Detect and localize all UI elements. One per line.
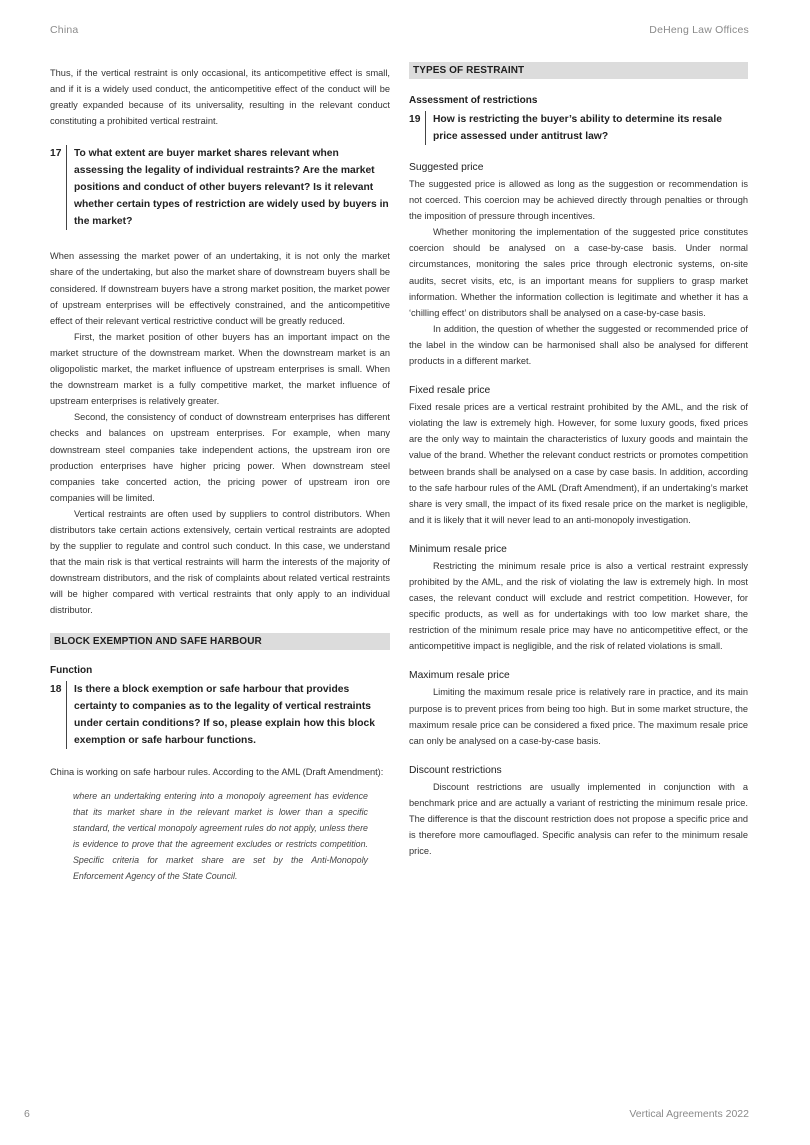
intro-paragraph: Thus, if the vertical restraint is only occasional, its anticompetitive effect is small, and if it is a widely used conduct, the anticompetitive effect of the conduct will be greatly expanded because of its universality, resulting in the relevant conduct constituting a prohibited vertical restraint. (50, 68, 390, 127)
question-text: Is there a block exemption or safe harbour that provides certainty to companies as to the legality of vertical restraints under certain conditions? If so, please explain how this block exemption or safe harbour functions. (66, 681, 390, 749)
block-quote: where an undertaking entering into a monopoly agreement has evidence that its market share in the relevant market is lower than a specific standard, the vertical monopoly agreement rules do not apply, unless there is evidence to prove that the agreement excludes or restricts competition. Specific criteria for market share are set by the Anti-Monopoly Enforcement Agency of the State Council. (73, 790, 368, 882)
question-number: 17 (50, 148, 62, 160)
question-text: To what extent are buyer market shares relevant when assessing the legality of individual restraints? Are the market positions and conduct of other buyers relevant? Is it relevant whether certain types of restriction are widely used by buyers in the market? (66, 145, 390, 230)
subheading-fixed-resale-price: Fixed resale price (409, 385, 491, 397)
question-number: 18 (50, 683, 62, 695)
subheading-suggested-price: Suggested price (409, 162, 484, 173)
answer-paragraph: The suggested price is allowed as long as the suggestion or recommendation is not coerced. This coercion may be achieved directly through penalties or through the imposition of pressure through incentives. (409, 179, 748, 222)
answer-paragraph: Limiting the maximum resale price is relatively rare in practice, and its main purpose is to prevent prices from being too high. But in some market structure, the maximum resale price can be considered a fixed price. The maximum resale price can only be analysed on a case-by-case basis. (409, 687, 748, 746)
answer-paragraph: China is working on safe harbour rules. According to the AML (Draft Amendment): (50, 766, 384, 777)
question-17 (50, 145, 390, 230)
question-number: 19 (409, 114, 421, 125)
answer-paragraph: Vertical restraints are often used by suppliers to control distributors. When distributors take certain actions extensively, certain vertical restraints are adopted by the supplier to regulate and control such conduct. In this case, we understand that the main risk is that vertical restraints will harm the interests of the majority of downstream distributors, and the risk of complaints about related vertical restraints will be higher compared with vertical restraints that only apply to an individual distributor. (50, 508, 390, 616)
answer-paragraph: Restricting the minimum resale price is also a vertical restraint expressly prohibited by the AML, and the risk of violating the law is extremely high. In most cases, the relevant conduct will exclude and restrict competition. However, for specific products, as well as for undertakings with too low market share, the restriction of the minimum resale price may have no anticompetitive effect, or the anticompetitive impact is negligible, and the risk of related violations is small. (409, 560, 748, 652)
question-18 (50, 681, 390, 749)
footer-publication: Vertical Agreements 2022 (629, 1108, 749, 1120)
header-firm: DeHeng Law Offices (649, 24, 749, 36)
page-number: 6 (24, 1108, 30, 1120)
question-19 (409, 111, 748, 145)
question-text: How is restricting the buyer’s ability to determine its resale price assessed under antitrust law? (425, 111, 748, 145)
section-heading-types-of-restraint: TYPES OF RESTRAINT (409, 62, 748, 79)
answer-paragraph: Second, the consistency of conduct of downstream enterprises has different checks and balances on upstream enterprises. For example, when many downstream steel companies take independent actions, the upstream iron ore production enterprises have higher pricing power. When downstream steel companies take concerted action, the pricing power of upstream iron ore companies will be limited. (50, 412, 390, 503)
subheading-function: Function (50, 664, 93, 676)
subheading-assessment: Assessment of restrictions (409, 95, 538, 106)
answer-paragraph: Fixed resale prices are a vertical restraint prohibited by the AML, and the risk of violating the law is extremely high. However, for some luxury goods, fixed prices are the only way to maintain the characteristics of luxury goods and maintain the value of the brand. Whether the relevant conduct restricts or promotes competition between brands shall be analysed on a case by case basis. In addition, according to the safe harbour rules of the AML (Draft Amendment), if an undertaking’s market share is very small, the impact of its fixed resale price on the market is negligible, and it is likely that it will never lead to an anti-monopoly investigation. (409, 402, 748, 525)
subheading-minimum-resale-price: Minimum resale price (409, 543, 507, 555)
answer-paragraph: Whether monitoring the implementation of the suggested price constitutes coercion should be analysed on a case-by-case basis. Under normal circumstances, monitoring the sales price through electronic systems, on-site audits, secret visits, etc, is an important means for suppliers to grasp market information. Whether the information collection is legitimate and whether it has a ‘chilling effect’ on distributors shall be analysed on a case-by-case basis. (409, 227, 748, 318)
header-jurisdiction: China (50, 24, 79, 36)
subheading-discount-restrictions: Discount restrictions (409, 764, 502, 776)
section-heading-block-exemption: BLOCK EXEMPTION AND SAFE HARBOUR (50, 633, 390, 650)
left-column (50, 60, 390, 884)
right-column (409, 60, 748, 859)
answer-paragraph: When assessing the market power of an undertaking, it is not only the market share of the undertaking, but also the market share of downstream buyers shall be considered. If downstream buyers have a strong market position, the market power of upstream enterprises will be effectively constrained, and the anticompetitive effect of their relevant vertical restrictive conduct will be greatly reduced. (50, 251, 390, 326)
subheading-maximum-resale-price: Maximum resale price (409, 670, 510, 682)
answer-paragraph: In addition, the question of whether the suggested or recommended price of the label in the window can be harmonised shall also be analysed for different products in a different market. (409, 323, 748, 367)
answer-paragraph: Discount restrictions are usually implemented in conjunction with a benchmark price and are actually a variant of restricting the minimum resale price. The difference is that the discount restriction does not propose a specific price and is therefore more camouflaged. Specific analysis can refer to the minimum resale price. (409, 781, 748, 857)
answer-paragraph: First, the market position of other buyers has an important impact on the market structure of the downstream market. When the downstream market is an oligopolistic market, the market influence of upstream enterprises is small. When the downstream market is a fully competitive market, the market influence of upstream enterprises is relatively greater. (50, 331, 390, 407)
